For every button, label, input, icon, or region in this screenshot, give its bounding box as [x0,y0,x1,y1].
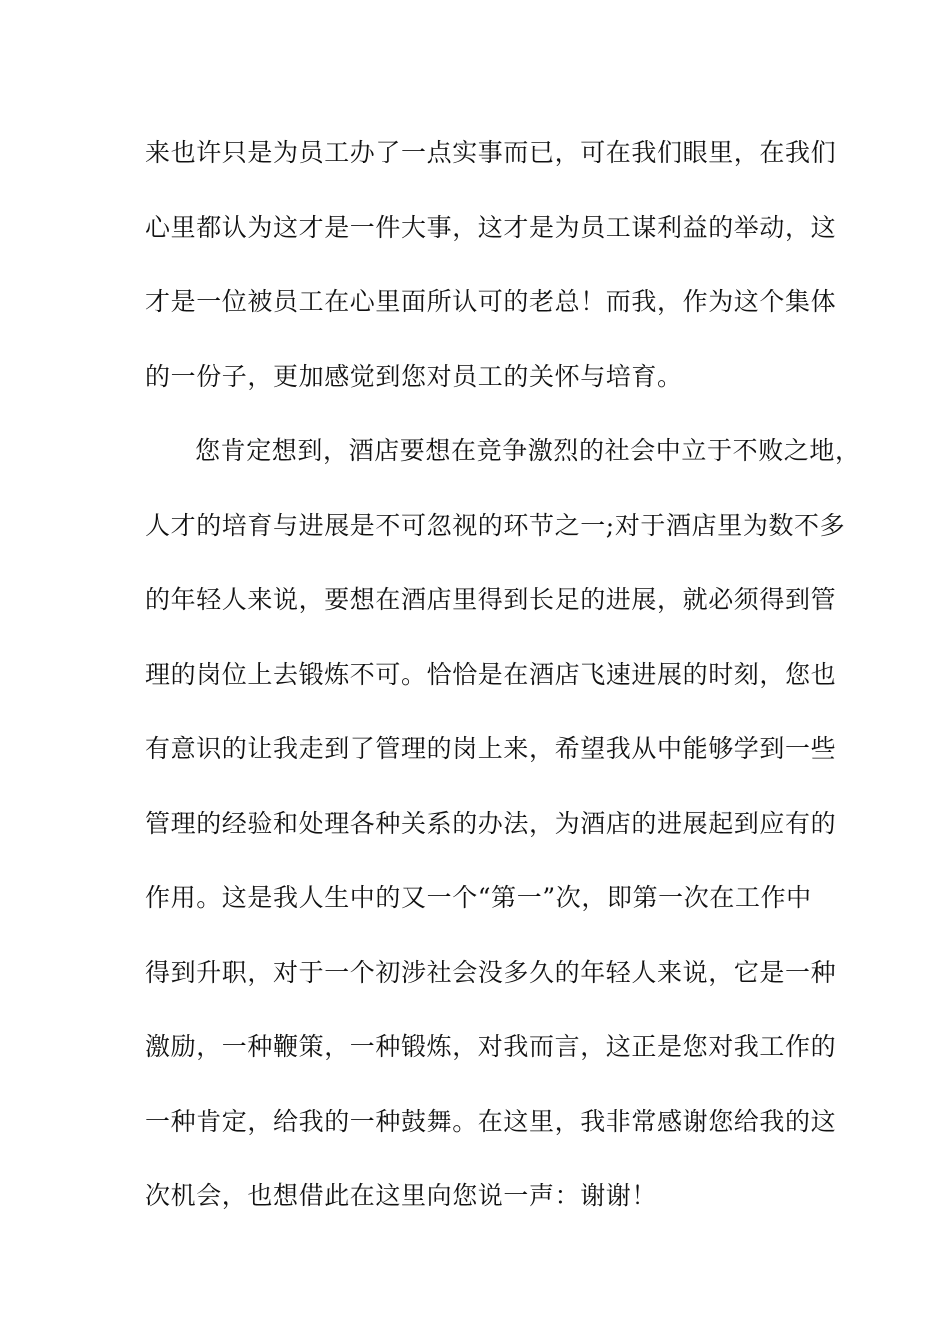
text-line: 心里都认为这才是一件大事，这才是为员工谋利益的举动，这 [145,212,837,242]
text-line: 人才的培育与进展是不可忽视的环节之一;对于酒店里为数不多 [145,510,846,540]
text-line: 作用。这是我人生中的又一个“第一”次，即第一次在工作中 [145,883,812,912]
text-line: 有意识的让我走到了管理的岗上来，希望我从中能够学到一些 [145,734,837,763]
text-line: 的一份子，更加感觉到您对员工的关怀与培育。 [145,361,683,391]
text-line: 一种肯定，给我的一种鼓舞。在这里，我非常感谢您给我的这 [145,1106,837,1136]
text-line: 的年轻人来说，要想在酒店里得到长足的进展，就必须得到管 [145,585,837,614]
document-body [145,128,861,1246]
text-line: 管理的经验和处理各种关系的办法，为酒店的进展起到应有的 [145,808,837,838]
paragraph-first-line: 您肯定想到，酒店要想在竞争激烈的社会中立于不败之地， [195,436,861,465]
text-line: 理的岗位上去锻炼不可。恰恰是在酒店飞速进展的时刻，您也 [145,659,837,689]
text-line: 来也许只是为员工办了一点实事而已，可在我们眼里，在我们 [145,138,837,167]
text-line: 次机会，也想借此在这里向您说一声：谢谢！ [145,1181,658,1210]
text-line: 得到升职，对于一个初涉社会没多久的年轻人来说，它是一种 [145,957,837,987]
text-line: 激励，一种鞭策，一种锻炼，对我而言，这正是您对我工作的 [145,1032,837,1061]
text-line: 才是一位被员工在心里面所认可的老总！而我，作为这个集体 [145,287,837,316]
